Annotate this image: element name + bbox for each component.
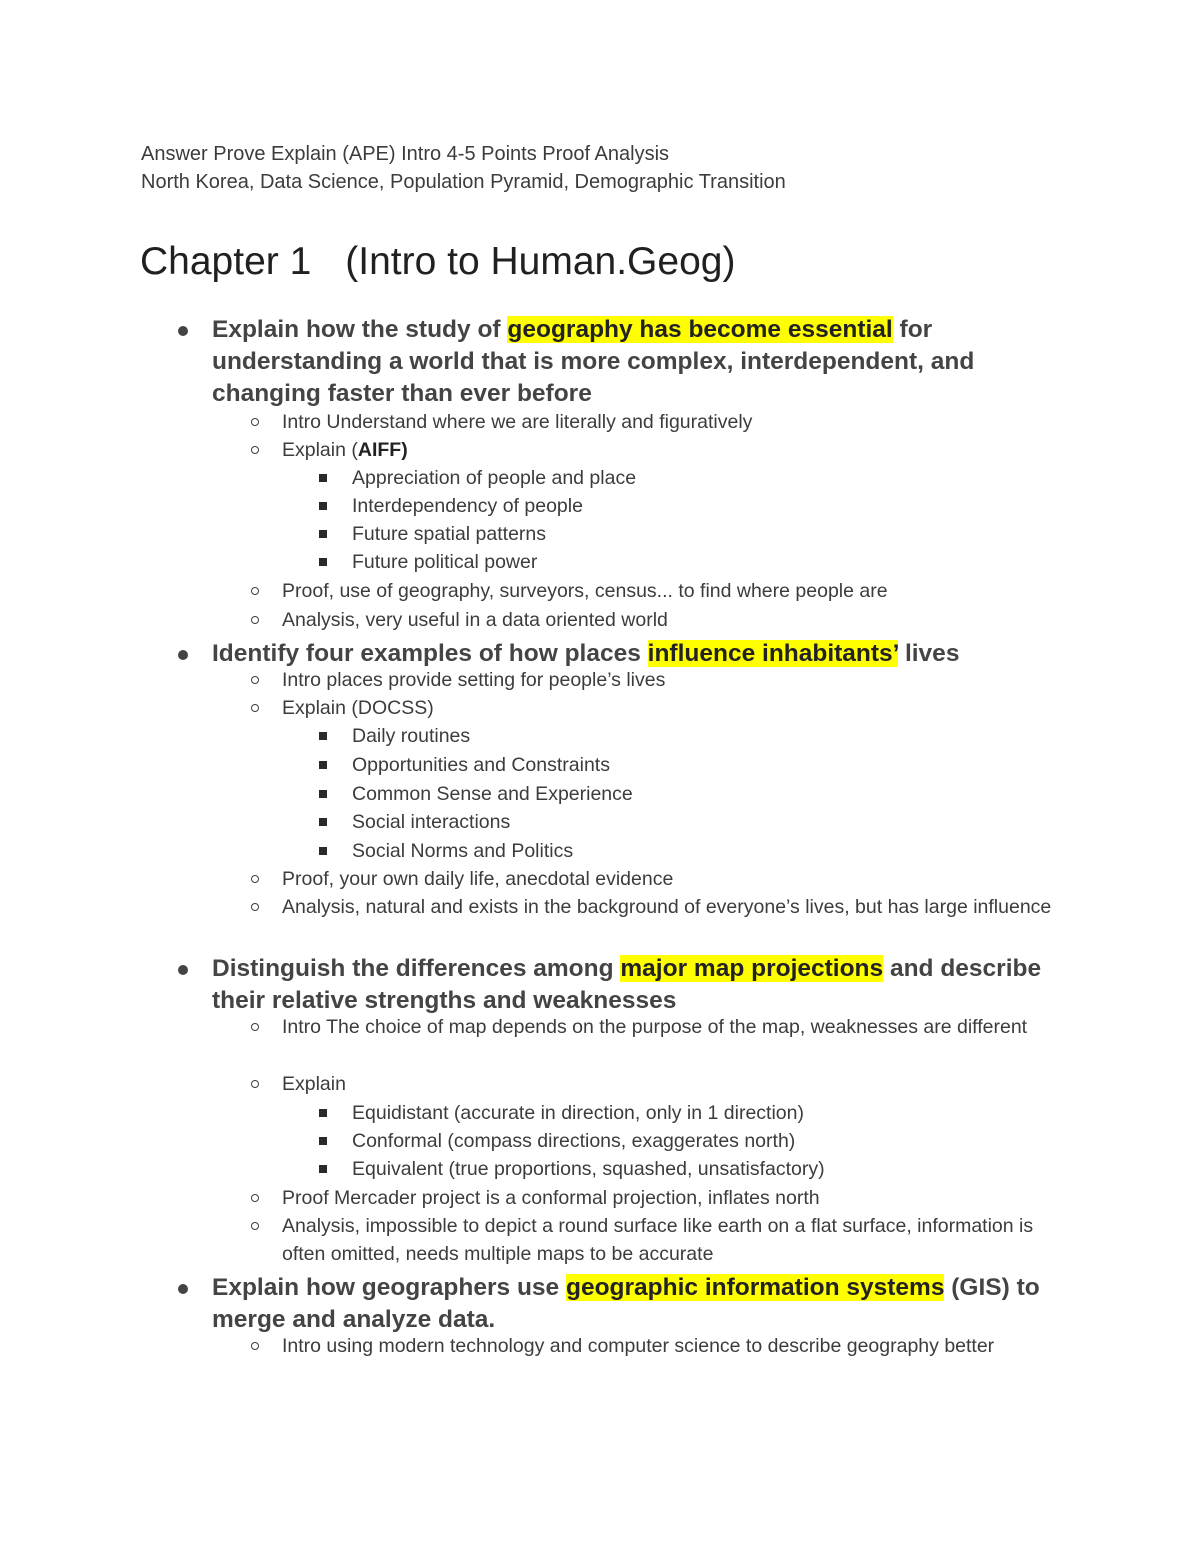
circle-bullet-icon <box>251 1194 259 1202</box>
list-subitem: Future spatial patterns <box>352 520 546 548</box>
square-bullet-icon <box>319 502 327 510</box>
square-bullet-icon <box>319 1165 327 1173</box>
topic-text: Distinguish the differences among <box>212 955 621 982</box>
list-subitem: Social interactions <box>352 808 510 836</box>
topic-text-continued: and describe their relative strengths and weaknesses <box>212 955 1042 1014</box>
topic-1 <box>212 314 1072 410</box>
circle-bullet-icon <box>251 616 259 624</box>
list-item-explain: Explain <box>282 1070 1052 1098</box>
list-item-intro: Intro Understand where we are literally and figuratively <box>282 408 1052 436</box>
square-bullet-icon <box>319 818 327 826</box>
highlighted-phrase: major map projections <box>620 955 884 982</box>
bullet-dot-icon <box>178 965 188 975</box>
list-item-explain: Explain (DOCSS) <box>282 694 1052 722</box>
bullet-dot-icon <box>178 650 188 660</box>
topic-4 <box>212 1272 1072 1336</box>
chapter-title: Chapter 1 <box>140 240 312 283</box>
circle-bullet-icon <box>251 418 259 426</box>
list-subitem: Social Norms and Politics <box>352 837 573 865</box>
bullet-dot-icon <box>178 1284 188 1294</box>
list-subitem: Equidistant (accurate in direction, only in 1 direction) <box>352 1099 804 1127</box>
square-bullet-icon <box>319 474 327 482</box>
square-bullet-icon <box>319 847 327 855</box>
list-item-intro: Intro places provide setting for people’s lives <box>282 666 1052 694</box>
list-item-proof: Proof, use of geography, surveyors, census... to find where people are <box>282 577 1052 605</box>
list-subitem: Common Sense and Experience <box>352 780 633 808</box>
circle-bullet-icon <box>251 1222 259 1230</box>
circle-bullet-icon <box>251 1023 259 1031</box>
list-subitem: Conformal (compass directions, exaggerates north) <box>352 1127 795 1155</box>
highlighted-phrase: geography has become essential <box>507 316 893 343</box>
circle-bullet-icon <box>251 903 259 911</box>
list-item-analysis: Analysis, impossible to depict a round surface like earth on a flat surface, information is often omitted, needs multiple maps to be accurate <box>282 1212 1052 1268</box>
circle-bullet-icon <box>251 676 259 684</box>
chapter-heading <box>140 236 735 288</box>
bullet-dot-icon <box>178 326 188 336</box>
list-item-explain: Explain (AIFF) <box>282 436 1052 464</box>
square-bullet-icon <box>319 761 327 769</box>
square-bullet-icon <box>319 1137 327 1145</box>
header-line-2: North Korea, Data Science, Population Pyramid, Demographic Transition <box>141 171 786 193</box>
list-subitem: Equivalent (true proportions, squashed, unsatisfactory) <box>352 1155 825 1183</box>
list-item-analysis: Analysis, natural and exists in the background of everyone’s lives, but has large influence <box>282 893 1052 921</box>
chapter-subtitle: (Intro to Human.Geog) <box>345 240 736 283</box>
list-subitem: Interdependency of people <box>352 492 583 520</box>
list-subitem: Opportunities and Constraints <box>352 751 610 779</box>
topic-3 <box>212 953 1072 1017</box>
circle-bullet-icon <box>251 587 259 595</box>
square-bullet-icon <box>319 530 327 538</box>
square-bullet-icon <box>319 790 327 798</box>
circle-bullet-icon <box>251 1342 259 1350</box>
list-item-proof: Proof, your own daily life, anecdotal evidence <box>282 865 1052 893</box>
circle-bullet-icon <box>251 1080 259 1088</box>
square-bullet-icon <box>319 558 327 566</box>
list-item-analysis: Analysis, very useful in a data oriented world <box>282 606 1052 634</box>
topic-text-continued: (GIS) to merge and analyze data. <box>212 1274 1040 1333</box>
circle-bullet-icon <box>251 875 259 883</box>
list-subitem: Daily routines <box>352 722 470 750</box>
list-subitem: Appreciation of people and place <box>352 464 636 492</box>
square-bullet-icon <box>319 732 327 740</box>
topic-text: Explain how the study of <box>212 316 508 343</box>
list-item-intro: Intro The choice of map depends on the purpose of the map, weaknesses are different <box>282 1013 1052 1041</box>
topic-text: Explain how geographers use <box>212 1274 566 1301</box>
highlighted-phrase: geographic information systems <box>565 1274 945 1301</box>
topic-text: Identify four examples of how places <box>212 640 648 667</box>
topic-text-continued: for understanding a world that is more complex, interdependent, and changing faster than ever before <box>212 316 975 407</box>
list-item-intro: Intro using modern technology and computer science to describe geography better <box>282 1332 1052 1360</box>
circle-bullet-icon <box>251 704 259 712</box>
topic-text-continued: lives <box>898 640 960 667</box>
circle-bullet-icon <box>251 446 259 454</box>
list-item-proof: Proof Mercader project is a conformal projection, inflates north <box>282 1184 1052 1212</box>
list-subitem: Future political power <box>352 548 537 576</box>
square-bullet-icon <box>319 1109 327 1117</box>
highlighted-phrase: influence inhabitants’ <box>647 640 899 667</box>
header-line-1: Answer Prove Explain (APE) Intro 4-5 Points Proof Analysis <box>141 143 670 165</box>
